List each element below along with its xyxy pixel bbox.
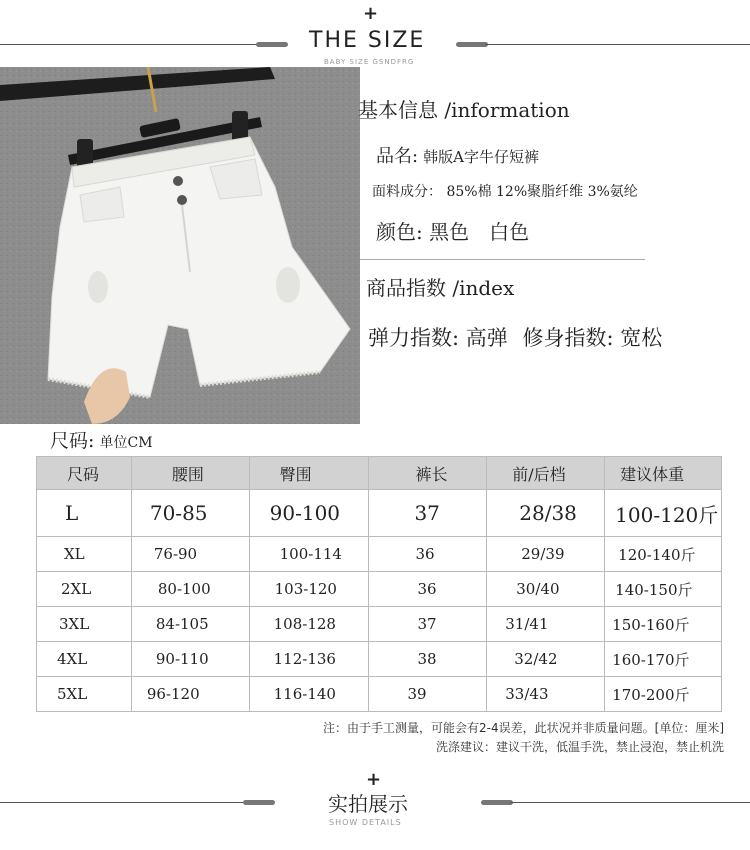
size-caption-unit: 单位CM: [99, 435, 153, 451]
header-title: THE SIZE: [309, 28, 426, 53]
elasticity-label: 弹力指数:: [368, 326, 460, 350]
fabric-label: 面料成分：: [372, 184, 442, 200]
table-cell: 160-170斤: [605, 642, 722, 677]
header-subtitle: BABY SIZE GSNDFRG: [324, 58, 415, 66]
header-cell: 前/后档: [487, 457, 605, 490]
table-cell: 170-200斤: [605, 677, 722, 712]
table-cell: 96-120: [131, 677, 249, 712]
divider-line: [510, 802, 750, 803]
table-cell: 29/39: [487, 537, 605, 572]
table-cell: 112-136: [249, 642, 369, 677]
table-row: [37, 607, 722, 642]
table-cell: 5XL: [37, 677, 132, 712]
divider-cap: [481, 800, 513, 805]
plus-icon: +: [366, 769, 382, 790]
table-cell: 70-85: [131, 490, 249, 537]
table-row: [37, 572, 722, 607]
table-cell: 140-150斤: [605, 572, 722, 607]
table-cell: 116-140: [249, 677, 369, 712]
table-cell: 36: [369, 572, 487, 607]
header-cell: 建议体重: [605, 457, 722, 490]
plus-icon: +: [363, 3, 379, 24]
table-cell: 80-100: [131, 572, 249, 607]
header-cell: 臀围: [249, 457, 369, 490]
fabric-row: [372, 181, 638, 201]
table-cell: 120-140斤: [605, 537, 722, 572]
divider-cap: [256, 42, 288, 47]
table-cell: 90-100: [249, 490, 369, 537]
fabric-value: 85%棉 12%聚脂纤维 3%氨纶: [446, 184, 638, 200]
divider-cap: [456, 42, 488, 47]
table-cell: XL: [37, 537, 132, 572]
table-cell: 37: [369, 490, 487, 537]
table-row: [37, 677, 722, 712]
table-cell: 4XL: [37, 642, 132, 677]
divider-line: [0, 802, 262, 803]
divider-line: [0, 44, 262, 45]
table-cell: 103-120: [249, 572, 369, 607]
header-cell: 腰围: [131, 457, 249, 490]
product-name-row: [376, 142, 539, 168]
elasticity-value: 高弹: [465, 326, 508, 350]
basic-info-heading: 基本信息 /information: [358, 98, 570, 122]
table-cell: L: [37, 490, 132, 537]
table-cell: 37: [369, 607, 487, 642]
table-cell: 108-128: [249, 607, 369, 642]
shorts-image: [0, 67, 360, 424]
table-cell: 100-114: [249, 537, 369, 572]
table-cell: 150-160斤: [605, 607, 722, 642]
table-cell: 28/38: [487, 490, 605, 537]
table-cell: 32/42: [487, 642, 605, 677]
fit-label: 修身指数:: [522, 326, 614, 350]
table-cell: 39: [369, 677, 487, 712]
table-row: [37, 537, 722, 572]
table-cell: 76-90: [131, 537, 249, 572]
table-cell: 90-110: [131, 642, 249, 677]
product-name-value: 韩版A字牛仔短裤: [423, 148, 540, 166]
product-name-label: 品名:: [376, 146, 419, 167]
info-divider: [360, 259, 645, 260]
measurement-note: 注：由于手工测量，可能会有2-4误差，此状况并非质量问题。[单位：厘米]: [323, 721, 724, 735]
product-photo: [0, 67, 360, 424]
washing-note: 洗涤建议：建议干洗，低温手洗，禁止浸泡，禁止机洗: [435, 740, 724, 754]
index-row: [368, 322, 662, 352]
color-value: 黑色 白色: [429, 220, 530, 244]
size-caption-label: 尺码:: [50, 430, 95, 452]
table-cell: 30/40: [487, 572, 605, 607]
footer-title: 实拍展示: [328, 792, 408, 816]
footer-subtitle: SHOW DETAILS: [329, 818, 402, 827]
divider-line: [485, 44, 750, 45]
table-row: [37, 642, 722, 677]
divider-cap: [243, 800, 275, 805]
table-cell: 31/41: [487, 607, 605, 642]
size-caption: [50, 426, 153, 453]
table-cell: 36: [369, 537, 487, 572]
table-cell: 2XL: [37, 572, 132, 607]
table-cell: 100-120斤: [605, 490, 722, 537]
header-cell: 裤长: [369, 457, 487, 490]
table-header-row: [37, 457, 722, 490]
table-cell: 84-105: [131, 607, 249, 642]
table-cell: 33/43: [487, 677, 605, 712]
header-cell: 尺码: [37, 457, 132, 490]
fit-value: 宽松: [620, 326, 663, 350]
color-label: 颜色:: [376, 220, 423, 244]
table-row: [37, 490, 722, 537]
size-table: [36, 456, 722, 712]
color-row: [376, 216, 529, 245]
table-cell: 38: [369, 642, 487, 677]
index-heading: 商品指数 /index: [366, 276, 515, 300]
table-cell: 3XL: [37, 607, 132, 642]
